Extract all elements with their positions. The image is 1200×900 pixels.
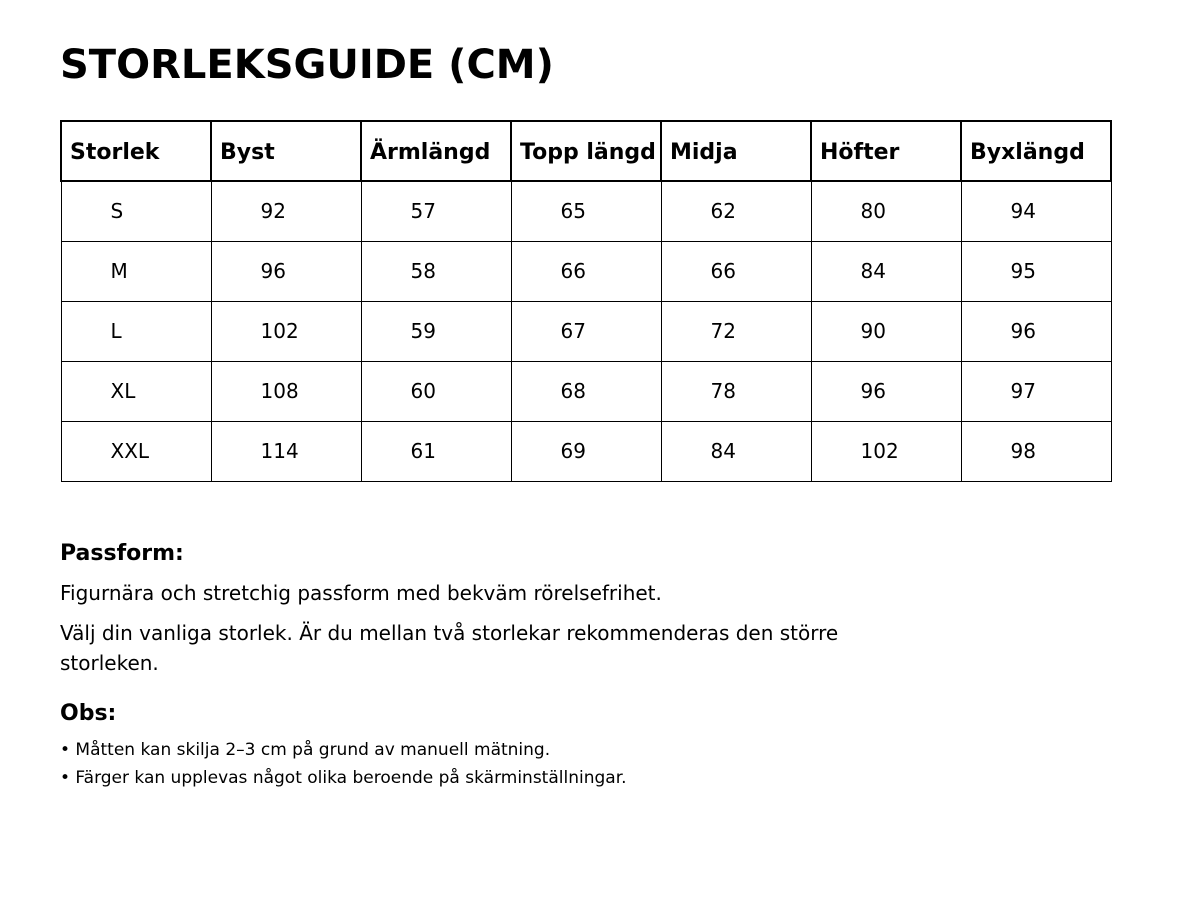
table-cell: 94	[961, 181, 1111, 241]
column-header-label: Storlek	[70, 139, 160, 165]
table-cell: 80	[811, 181, 961, 241]
table-cell: 92	[211, 181, 361, 241]
table-header-row	[61, 121, 1111, 181]
table-cell: 66	[661, 241, 811, 301]
size-table	[60, 120, 1112, 482]
table-cell: 72	[661, 301, 811, 361]
column-header-label: Höfter	[820, 139, 900, 165]
table-row	[61, 421, 1111, 481]
table-cell: 65	[511, 181, 661, 241]
column-header-label: Topp längd	[520, 139, 656, 165]
table-cell: L	[61, 301, 211, 361]
table-cell: XXL	[61, 421, 211, 481]
table-row	[61, 301, 1111, 361]
table-cell: 68	[511, 361, 661, 421]
table-cell: 58	[361, 241, 511, 301]
table-cell: 102	[811, 421, 961, 481]
table-cell: 62	[661, 181, 811, 241]
column-header-byxlangd	[961, 121, 1111, 181]
table-cell: 114	[211, 421, 361, 481]
column-header-armlangd	[361, 121, 511, 181]
table-row	[61, 361, 1111, 421]
column-header-hofter	[811, 121, 961, 181]
column-header-label: Byxlängd	[970, 139, 1085, 165]
table-cell: 96	[211, 241, 361, 301]
table-cell: 102	[211, 301, 361, 361]
fit-recommendation: Välj din vanliga storlek. Är du mellan två storlekar rekommenderas den större storleken.	[60, 621, 839, 675]
column-header-storlek	[61, 121, 211, 181]
table-cell: 96	[961, 301, 1111, 361]
table-row	[61, 241, 1111, 301]
column-header-byst	[211, 121, 361, 181]
table-cell: 96	[811, 361, 961, 421]
table-cell: S	[61, 181, 211, 241]
page-title: STORLEKSGUIDE (CM)	[60, 42, 554, 88]
note-item: • Måtten kan skilja 2–3 cm på grund av manuell mätning.	[60, 740, 551, 760]
column-header-midja	[661, 121, 811, 181]
table-row	[61, 181, 1111, 241]
table-cell: 69	[511, 421, 661, 481]
table-cell: XL	[61, 361, 211, 421]
table-cell: 66	[511, 241, 661, 301]
table-cell: 60	[361, 361, 511, 421]
fit-heading: Passform:	[60, 541, 184, 566]
table-cell: 59	[361, 301, 511, 361]
table-cell: 67	[511, 301, 661, 361]
table-cell: 61	[361, 421, 511, 481]
table-cell: 97	[961, 361, 1111, 421]
table-cell: 90	[811, 301, 961, 361]
note-item: • Färger kan upplevas något olika beroende på skärminställningar.	[60, 768, 627, 788]
column-header-label: Midja	[670, 139, 738, 165]
table-cell: 95	[961, 241, 1111, 301]
table-cell: 98	[961, 421, 1111, 481]
column-header-topp-langd	[511, 121, 661, 181]
table-cell: 78	[661, 361, 811, 421]
fit-description: Figurnära och stretchig passform med bekväm rörelsefrihet.	[60, 581, 662, 605]
table-cell: 84	[661, 421, 811, 481]
table-cell: 108	[211, 361, 361, 421]
column-header-label: Byst	[220, 139, 275, 165]
notes-heading: Obs:	[60, 701, 117, 726]
table-cell: 57	[361, 181, 511, 241]
table-cell: M	[61, 241, 211, 301]
table-cell: 84	[811, 241, 961, 301]
column-header-label: Ärmlängd	[370, 139, 491, 165]
